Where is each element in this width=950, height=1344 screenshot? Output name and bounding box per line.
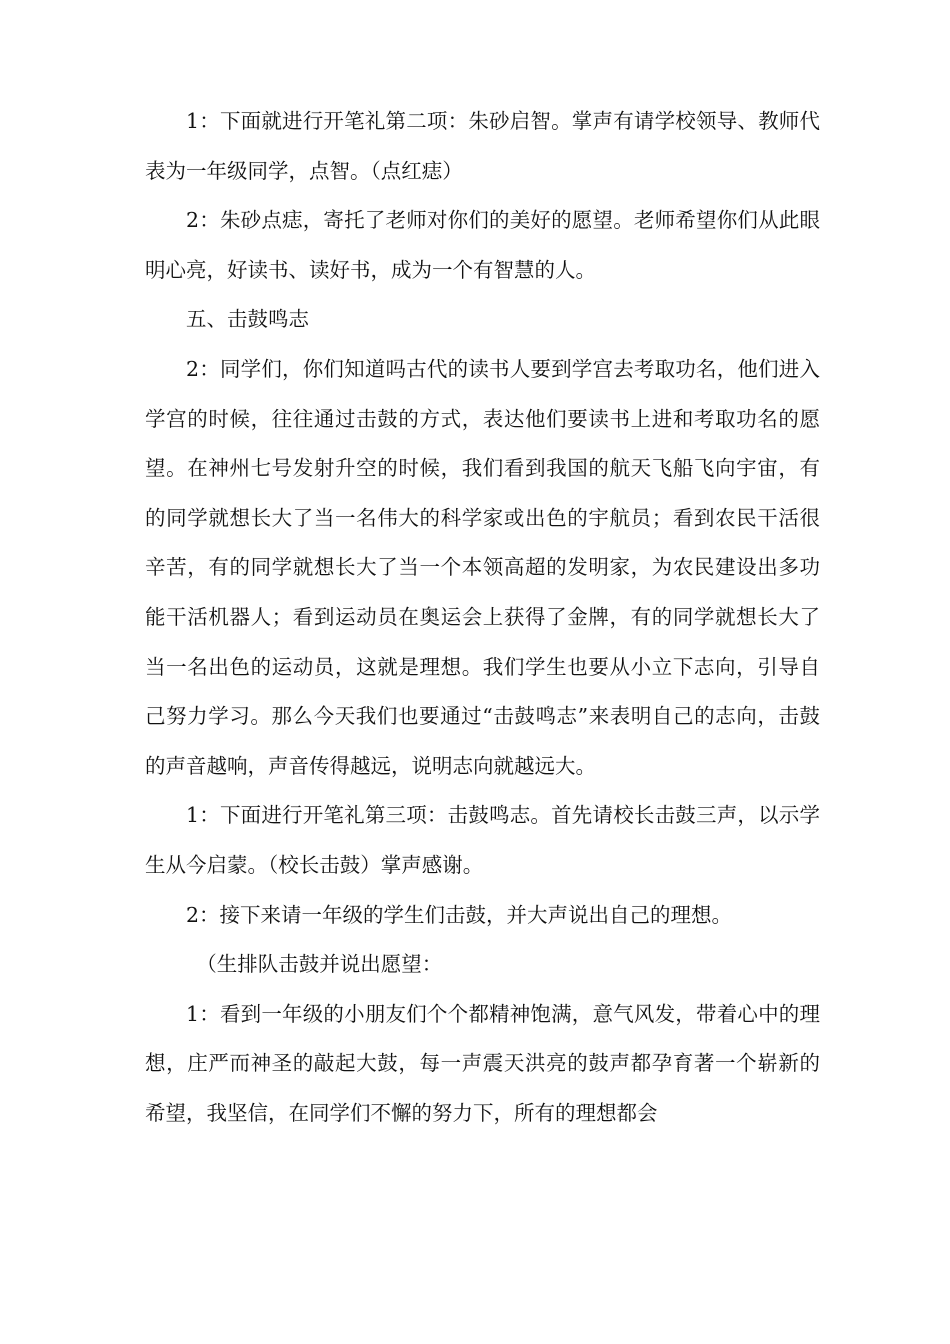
paragraph-cinnabar-wish: 2：朱砂点痣，寄托了老师对你们的美好的愿望。老师希望你们从此眼明心亮，好读书、读好书，成为一个有智慧的人。 xyxy=(145,208,820,282)
paragraph-step-two-intro: 1：下面就进行开笔礼第二项：朱砂启智。掌声有请学校领导、教师代表为一年级同学，点智。（点红痣） xyxy=(145,109,820,183)
paragraph-step-three-intro: 1：下面进行开笔礼第三项：击鼓鸣志。首先请校长击鼓三声，以示学生从今启蒙。（校长击鼓）掌声感谢。 xyxy=(145,803,820,877)
paragraph-drum-story: 2：同学们，你们知道吗古代的读书人要到学宫去考取功名，他们进入学宫的时候，往往通过击鼓的方式，表达他们要读书上进和考取功名的愿望。在神州七号发射升空的时候，我们看到我国的航天飞船飞向宇宙，有的同学就想长大了当一名伟大的科学家或出色的宇航员；看到农民干活很辛苦，有的同学就想长大了当一个本领高超的发明家，为农民建设出多功能干活机器人；看到运动员在奥运会上获得了金牌，有的同学就想长大了当一名出色的运动员，这就是理想。我们学生也要从小立下志向，引导自己努力学习。那么今天我们也要通过“击鼓鸣志”来表明自己的志向，击鼓的声音越响，声音传得越远，说明志向就越远大。 xyxy=(145,356,820,778)
paragraph-students-drum: 2：接下来请一年级的学生们击鼓，并大声说出自己的理想。 xyxy=(186,902,733,927)
document-body xyxy=(145,97,820,1138)
paragraph-closing-remark: 1：看到一年级的小朋友们个个都精神饱满，意气风发，带着心中的理想，庄严而神圣的敲起大鼓，每一声震天洪亮的鼓声都孕育著一个崭新的希望，我坚信，在同学们不懈的努力下，所有的理想都会 xyxy=(145,1001,820,1125)
paragraph-stage-note: （生排队击鼓并说出愿望： xyxy=(196,952,443,977)
section-heading-drum: 五、击鼓鸣志 xyxy=(186,307,309,332)
